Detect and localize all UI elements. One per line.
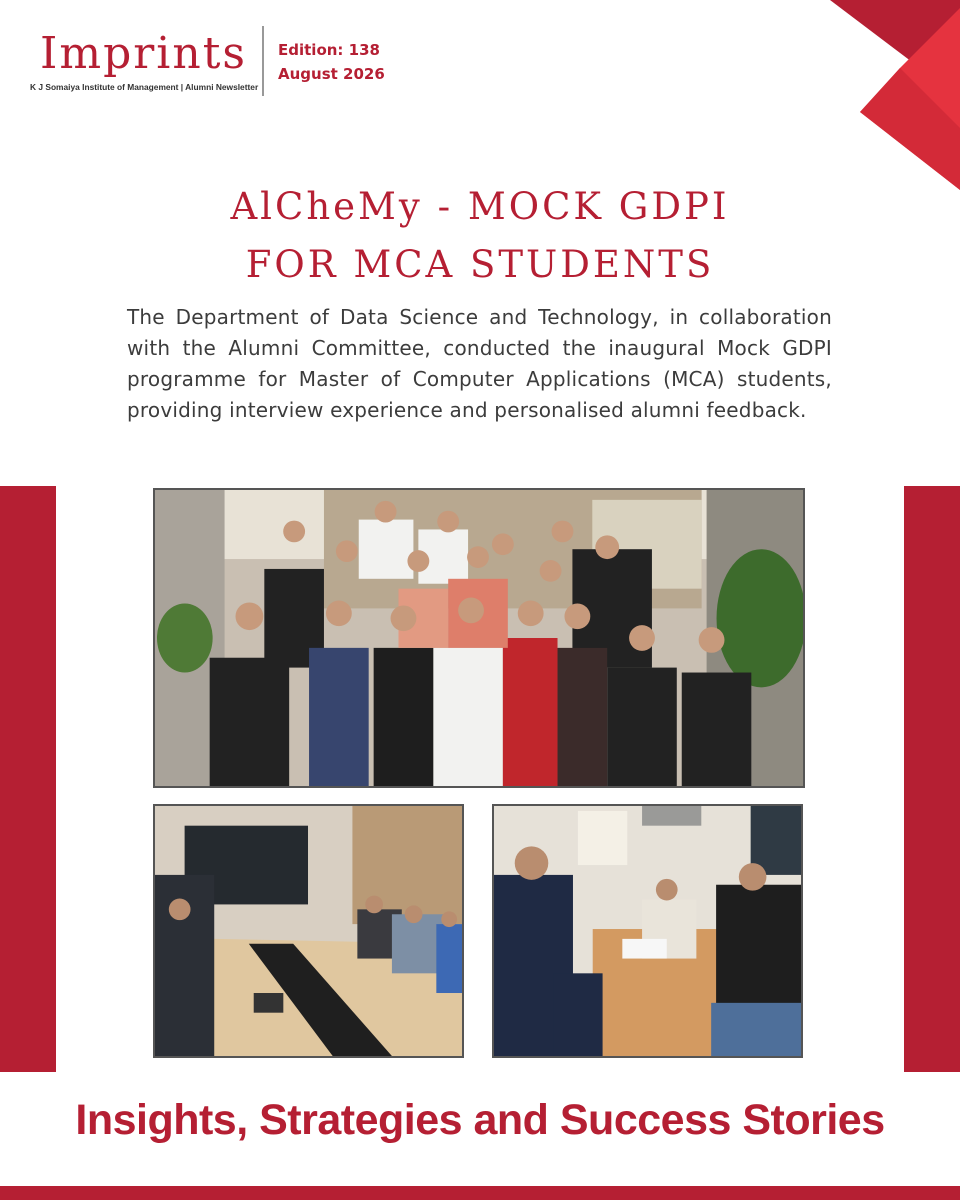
masthead <box>30 26 390 100</box>
article-title-line-2: FOR MCA STUDENTS <box>245 243 715 286</box>
left-accent-band <box>0 486 56 1072</box>
group-photo <box>153 488 805 788</box>
right-accent-band <box>904 486 960 1072</box>
corner-decoration <box>800 0 960 195</box>
masthead-divider <box>262 26 264 96</box>
article-intro: The Department of Data Science and Technology, in collaboration with the Alumni Committee, conducted the inaugural Mock GDPI programme for Master of Computer Applications (MCA) students, providing interview experience and personalised alumni feedback. <box>127 305 832 422</box>
edition-date: August 2026 <box>278 65 385 83</box>
section-footer-title: Insights, Strategies and Success Stories <box>75 1096 885 1144</box>
article-title-line-1: AlCheMy - MOCK GDPI <box>230 185 730 228</box>
meeting-room-photo <box>153 804 464 1058</box>
edition-number: Edition: 138 <box>278 41 380 59</box>
article-title <box>0 178 960 294</box>
newsletter-tagline: K J Somaiya Institute of Management | Alumni Newsletter <box>30 82 259 92</box>
edition-info <box>278 38 385 86</box>
bottom-accent-bar <box>0 1186 960 1200</box>
newsletter-logo: Imprints <box>40 28 247 79</box>
interview-photo <box>492 804 803 1058</box>
